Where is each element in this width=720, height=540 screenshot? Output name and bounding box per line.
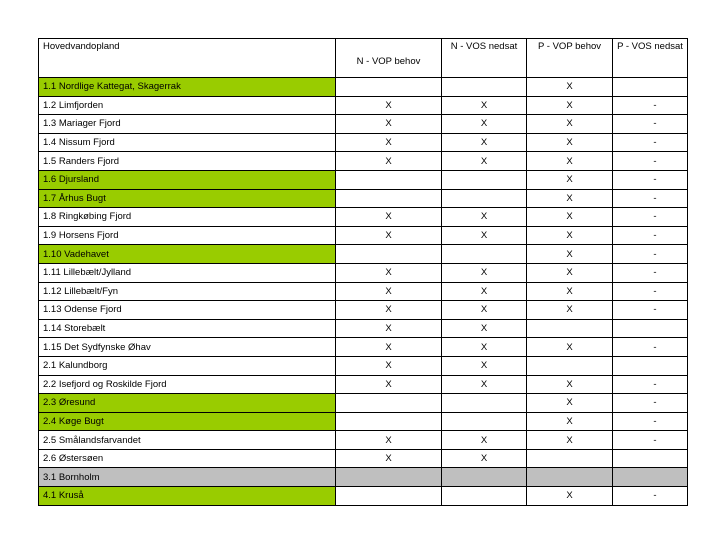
row-cell-c3: X <box>527 96 613 115</box>
row-cell-c4: - <box>613 338 688 357</box>
row-cell-c1: X <box>336 319 442 338</box>
row-name: 1.13 Odense Fjord <box>39 301 336 320</box>
row-cell-c1: X <box>336 115 442 134</box>
row-name: 1.4 Nissum Fjord <box>39 133 336 152</box>
row-cell-c3: X <box>527 78 613 97</box>
row-cell-c4: - <box>613 431 688 450</box>
row-cell-c3: X <box>527 245 613 264</box>
row-cell-c1: X <box>336 208 442 227</box>
row-cell-c3: X <box>527 115 613 134</box>
header-p-vop-behov: P - VOP behov <box>527 39 613 78</box>
table-row <box>39 189 688 208</box>
row-cell-c1 <box>336 468 442 487</box>
row-cell-c2 <box>442 468 527 487</box>
row-name: 1.5 Randers Fjord <box>39 152 336 171</box>
row-cell-c1 <box>336 394 442 413</box>
table-row <box>39 319 688 338</box>
row-cell-c3 <box>527 319 613 338</box>
row-cell-c4 <box>613 468 688 487</box>
row-name: 1.14 Storebælt <box>39 319 336 338</box>
row-name: 1.11 Lillebælt/Jylland <box>39 263 336 282</box>
vandopland-table <box>38 38 688 506</box>
row-name: 2.4 Køge Bugt <box>39 412 336 431</box>
row-cell-c4: - <box>613 226 688 245</box>
row-cell-c4 <box>613 78 688 97</box>
row-cell-c1: X <box>336 152 442 171</box>
row-cell-c4: - <box>613 152 688 171</box>
row-cell-c4: - <box>613 133 688 152</box>
row-name: 1.9 Horsens Fjord <box>39 226 336 245</box>
row-cell-c1: X <box>336 133 442 152</box>
row-cell-c1: X <box>336 338 442 357</box>
row-cell-c4: - <box>613 96 688 115</box>
table-row <box>39 431 688 450</box>
row-name: 1.7 Århus Bugt <box>39 189 336 208</box>
row-name: 1.3 Mariager Fjord <box>39 115 336 134</box>
row-cell-c3: X <box>527 263 613 282</box>
row-cell-c2: X <box>442 96 527 115</box>
row-cell-c1 <box>336 487 442 506</box>
table-row <box>39 412 688 431</box>
table-row <box>39 375 688 394</box>
table-row <box>39 115 688 134</box>
row-cell-c3: X <box>527 282 613 301</box>
row-cell-c2: X <box>442 263 527 282</box>
row-cell-c1: X <box>336 431 442 450</box>
row-cell-c3: X <box>527 338 613 357</box>
header-n-vos-nedsat: N - VOS nedsat <box>442 39 527 78</box>
row-cell-c3 <box>527 468 613 487</box>
header-row <box>39 39 688 78</box>
header-p-vos-nedsat: P - VOS nedsat <box>613 39 688 78</box>
row-cell-c3: X <box>527 170 613 189</box>
row-cell-c2: X <box>442 356 527 375</box>
row-cell-c2 <box>442 189 527 208</box>
table-row <box>39 78 688 97</box>
row-cell-c3: X <box>527 208 613 227</box>
row-cell-c1 <box>336 170 442 189</box>
row-cell-c4 <box>613 356 688 375</box>
row-cell-c1: X <box>336 282 442 301</box>
row-cell-c4: - <box>613 263 688 282</box>
table-row <box>39 468 688 487</box>
row-cell-c1: X <box>336 449 442 468</box>
table-row <box>39 356 688 375</box>
row-cell-c2 <box>442 78 527 97</box>
row-cell-c1: X <box>336 263 442 282</box>
header-name: Hovedvandopland <box>39 39 336 78</box>
row-name: 1.10 Vadehavet <box>39 245 336 264</box>
row-cell-c2: X <box>442 226 527 245</box>
row-cell-c2: X <box>442 301 527 320</box>
row-cell-c4: - <box>613 170 688 189</box>
row-cell-c4: - <box>613 189 688 208</box>
table-row <box>39 338 688 357</box>
row-cell-c4: - <box>613 375 688 394</box>
row-name: 2.2 Isefjord og Roskilde Fjord <box>39 375 336 394</box>
row-cell-c2: X <box>442 431 527 450</box>
row-name: 2.3 Øresund <box>39 394 336 413</box>
row-cell-c2: X <box>442 282 527 301</box>
row-cell-c4 <box>613 319 688 338</box>
row-cell-c3 <box>527 356 613 375</box>
table-row <box>39 226 688 245</box>
row-cell-c1 <box>336 189 442 208</box>
row-cell-c1: X <box>336 96 442 115</box>
row-cell-c2 <box>442 412 527 431</box>
row-cell-c1: X <box>336 356 442 375</box>
table-row <box>39 263 688 282</box>
row-name: 4.1 Kruså <box>39 487 336 506</box>
row-cell-c2: X <box>442 208 527 227</box>
row-cell-c4: - <box>613 115 688 134</box>
row-name: 2.1 Kalundborg <box>39 356 336 375</box>
table-row <box>39 245 688 264</box>
row-cell-c3: X <box>527 189 613 208</box>
row-cell-c2: X <box>442 319 527 338</box>
row-cell-c4: - <box>613 394 688 413</box>
row-name: 3.1 Bornholm <box>39 468 336 487</box>
row-cell-c3: X <box>527 301 613 320</box>
row-cell-c4 <box>613 449 688 468</box>
row-cell-c2: X <box>442 375 527 394</box>
row-cell-c4: - <box>613 282 688 301</box>
row-cell-c2 <box>442 394 527 413</box>
row-cell-c2: X <box>442 115 527 134</box>
table-row <box>39 282 688 301</box>
row-cell-c2 <box>442 170 527 189</box>
row-name: 1.8 Ringkøbing Fjord <box>39 208 336 227</box>
row-cell-c2: X <box>442 133 527 152</box>
row-cell-c3: X <box>527 394 613 413</box>
table-row <box>39 152 688 171</box>
row-name: 2.5 Smålandsfarvandet <box>39 431 336 450</box>
row-name: 1.6 Djursland <box>39 170 336 189</box>
row-name: 1.12 Lillebælt/Fyn <box>39 282 336 301</box>
table-row <box>39 449 688 468</box>
table-row <box>39 301 688 320</box>
row-cell-c2: X <box>442 338 527 357</box>
table-row <box>39 96 688 115</box>
row-cell-c4: - <box>613 487 688 506</box>
table-body <box>39 39 688 506</box>
row-name: 1.15 Det Sydfynske Øhav <box>39 338 336 357</box>
row-cell-c3: X <box>527 431 613 450</box>
row-cell-c2: X <box>442 449 527 468</box>
table-row <box>39 394 688 413</box>
row-cell-c3: X <box>527 152 613 171</box>
table-row <box>39 208 688 227</box>
row-cell-c3: X <box>527 487 613 506</box>
row-name: 2.6 Østersøen <box>39 449 336 468</box>
table-row <box>39 170 688 189</box>
row-cell-c1 <box>336 412 442 431</box>
row-cell-c1: X <box>336 301 442 320</box>
row-cell-c2 <box>442 487 527 506</box>
row-cell-c2 <box>442 245 527 264</box>
row-cell-c2: X <box>442 152 527 171</box>
row-cell-c4: - <box>613 412 688 431</box>
row-cell-c3: X <box>527 133 613 152</box>
row-cell-c1 <box>336 78 442 97</box>
row-name: 1.1 Nordlige Kattegat, Skagerrak <box>39 78 336 97</box>
row-cell-c3 <box>527 449 613 468</box>
table-row <box>39 487 688 506</box>
row-cell-c4: - <box>613 208 688 227</box>
row-cell-c3: X <box>527 412 613 431</box>
header-n-vop-behov: N - VOP behov <box>336 39 442 78</box>
row-cell-c3: X <box>527 375 613 394</box>
row-cell-c1 <box>336 245 442 264</box>
table-row <box>39 133 688 152</box>
row-cell-c1: X <box>336 226 442 245</box>
row-cell-c4: - <box>613 245 688 264</box>
row-cell-c4: - <box>613 301 688 320</box>
row-name: 1.2 Limfjorden <box>39 96 336 115</box>
row-cell-c3: X <box>527 226 613 245</box>
row-cell-c1: X <box>336 375 442 394</box>
